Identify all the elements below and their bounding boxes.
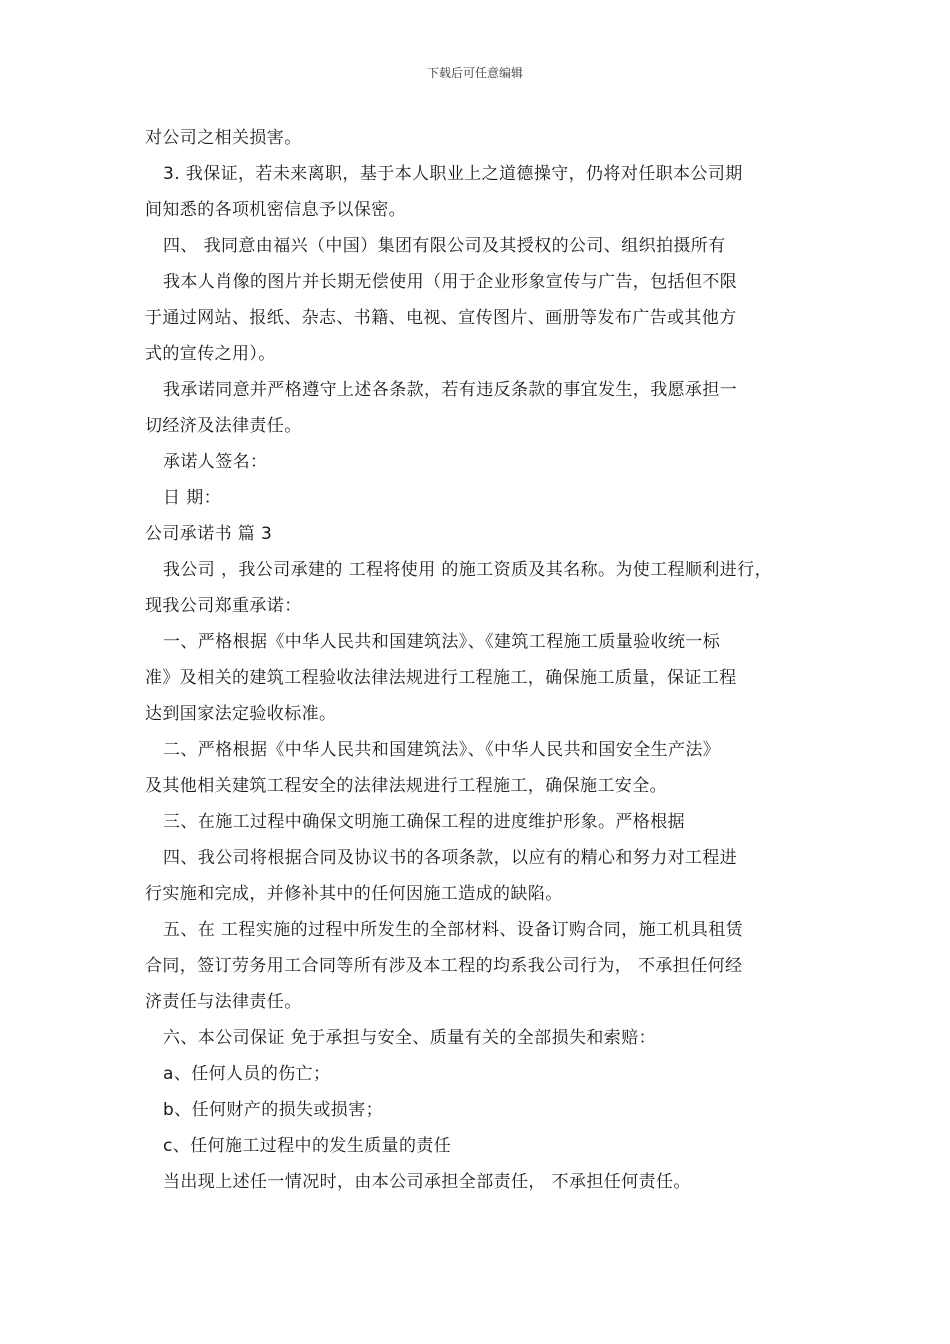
text-line: 当出现上述任一情况时，由本公司承担全部责任， 不承担任何责任。 — [163, 1172, 691, 1192]
text-line: 准》及相关的建筑工程验收法律法规进行工程施工，确保施工质量，保证工程 — [145, 668, 737, 688]
text-line: 六、本公司保证 免于承担与安全、质量有关的全部损失和索赔： — [163, 1028, 657, 1048]
text-line: 五、在 工程实施的过程中所发生的全部材料、设备订购合同，施工机具租赁 — [163, 920, 744, 940]
text-line: 及其他相关建筑工程安全的法律法规进行工程施工，确保施工安全。 — [145, 776, 667, 796]
text-line: 二、严格根据《中华人民共和国建筑法》、《中华人民共和国安全生产法》 — [163, 740, 721, 760]
text-line: 合同，签订劳务用工合同等所有涉及本工程的均系我公司行为， 不承担任何经 — [145, 956, 743, 976]
document-body — [145, 120, 825, 1200]
text-line: c、任何施工过程中的发生质量的责任 — [163, 1136, 452, 1156]
text-line: 式的宣传之用）。 — [145, 344, 276, 364]
text-line: a、任何人员的伤亡； — [163, 1064, 331, 1084]
text-line: 我承诺同意并严格遵守上述各条款，若有违反条款的事宜发生，我愿承担一 — [163, 380, 738, 400]
text-line: 四、我公司将根据合同及协议书的各项条款，以应有的精心和努力对工程进 — [163, 848, 738, 868]
text-line: 我本人肖像的图片并长期无偿使用（用于企业形象宣传与广告，包括但不限 — [163, 272, 738, 292]
text-line: 济责任与法律责任。 — [145, 992, 302, 1012]
text-line: 切经济及法律责任。 — [145, 416, 302, 436]
text-line: 3. 我保证，若未来离职，基于本人职业上之道德操守，仍将对任职本公司期 — [163, 164, 743, 184]
page-header: 下载后可任意编辑 — [426, 66, 523, 80]
text-line: 三、在施工过程中确保文明施工确保工程的进度维护形象。严格根据 — [163, 812, 685, 832]
text-line: 于通过网站、报纸、杂志、书籍、电视、宣传图片、画册等发布广告或其他方 — [145, 308, 737, 328]
text-line: 四、 我同意由福兴（中国）集团有限公司及其授权的公司、组织拍摄所有 — [163, 236, 726, 256]
text-line: 行实施和完成，并修补其中的任何因施工造成的缺陷。 — [145, 884, 563, 904]
text-line: 承诺人签名： — [163, 452, 268, 472]
text-line: 间知悉的各项机密信息予以保密。 — [145, 200, 406, 220]
text-line: 达到国家法定验收标准。 — [145, 704, 337, 724]
text-line: 我公司 ，我公司承建的 工程将使用 的施工资质及其名称。为使工程顺利进行， — [163, 560, 773, 580]
section-title: 公司承诺书 篇 3 — [145, 524, 273, 544]
text-line: 日 期： — [163, 488, 222, 508]
text-line: b、任何财产的损失或损害； — [163, 1100, 383, 1120]
text-line: 一、严格根据《中华人民共和国建筑法》、《建筑工程施工质量验收统一标 — [163, 632, 721, 652]
text-line: 对公司之相关损害。 — [145, 128, 302, 148]
text-line: 现我公司郑重承诺： — [145, 596, 302, 616]
